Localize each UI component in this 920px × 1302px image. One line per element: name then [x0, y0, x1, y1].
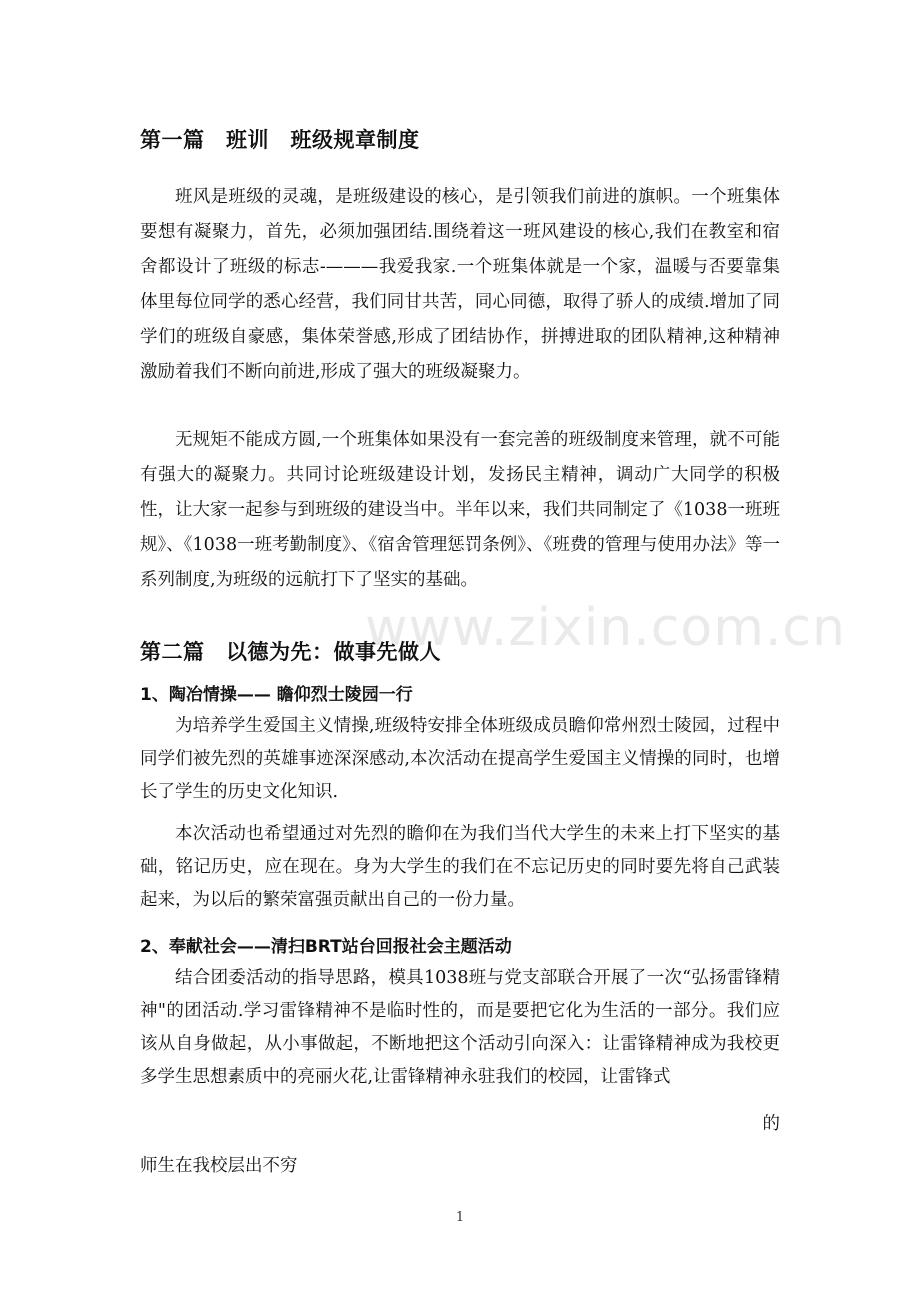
subsection1-heading: 1、陶冶情操—— 瞻仰烈士陵园一行: [140, 685, 413, 705]
page-number: 1: [455, 1210, 465, 1225]
section1-paragraph-2: 无规矩不能成方圆,一个班集体如果没有一套完善的班级制度来管理，就不可能有强大的凝聚力。共同讨论班级建设计划，发扬民主精神，调动广大同学的积极性，让大家一起参与到班级的建设当中。半年以来，我们共同制定了《1038一班班规》、《1038一班考勤制度》、《宿舍管理惩罚条例》、《班费的管理与使用办法》等一系列制度,为班级的远航打下了坚实的基础。: [140, 430, 780, 590]
subsection1-paragraph-2: 本次活动也希望通过对先烈的瞻仰在为我们当代大学生的未来上打下坚实的基础，铭记历史，应在现在。身为大学生的我们在不忘记历史的同时要先将自己武装起来，为以后的繁荣富强贡献出自己的一份力量。: [140, 824, 780, 910]
section1-title: 第一篇 班训 班级规章制度: [140, 128, 420, 152]
section1-paragraph-1: 班风是班级的灵魂，是班级建设的核心，是引领我们前进的旗帜。一个班集体要想有凝聚力，首先，必须加强团结.围绕着这一班风建设的核心,我们在教室和宿舍都设计了班级的标志-———我爱我家.一个班集体就是一个家，温暖与否要靠集体里每位同学的悉心经营，我们同甘共苦，同心同德，取得了骄人的成绩.增加了同学们的班级自豪感，集体荣誉感,形成了团结协作，拼搏进取的团队精神,这种精神激励着我们不断向前进,形成了强大的班级凝聚力。: [140, 187, 780, 382]
subsection2-paragraph: 结合团委活动的指导思路，模具1038班与党支部联合开展了一次“弘扬雷锋精神"的团活动.学习雷锋精神不是临时性的，而是要把它化为生活的一部分。我们应该从自身做起，从小事做起，不断地把这个活动引向深入：让雷锋精神成为我校更多学生思想素质中的亮丽火花,让雷锋精神永驻我们的校园，让雷锋式: [140, 968, 780, 1087]
subsection1-paragraph-1: 为培养学生爱国主义情操,班级特安排全体班级成员瞻仰常州烈士陵园，过程中同学们被先烈的英雄事迹深深感动,本次活动在提高学生爱国主义情操的同时，也增长了学生的历史文化知识.: [140, 716, 780, 802]
section2-title: 第二篇 以德为先：做事先做人: [140, 640, 441, 664]
last-line: 师生在我校层出不穷: [140, 1156, 298, 1176]
subsection2-heading: 2、奉献社会——清扫BRT站台回报社会主题活动: [140, 937, 512, 957]
trailing-word: 的: [762, 1114, 780, 1134]
watermark: www.zixin.com.cn: [365, 598, 846, 658]
